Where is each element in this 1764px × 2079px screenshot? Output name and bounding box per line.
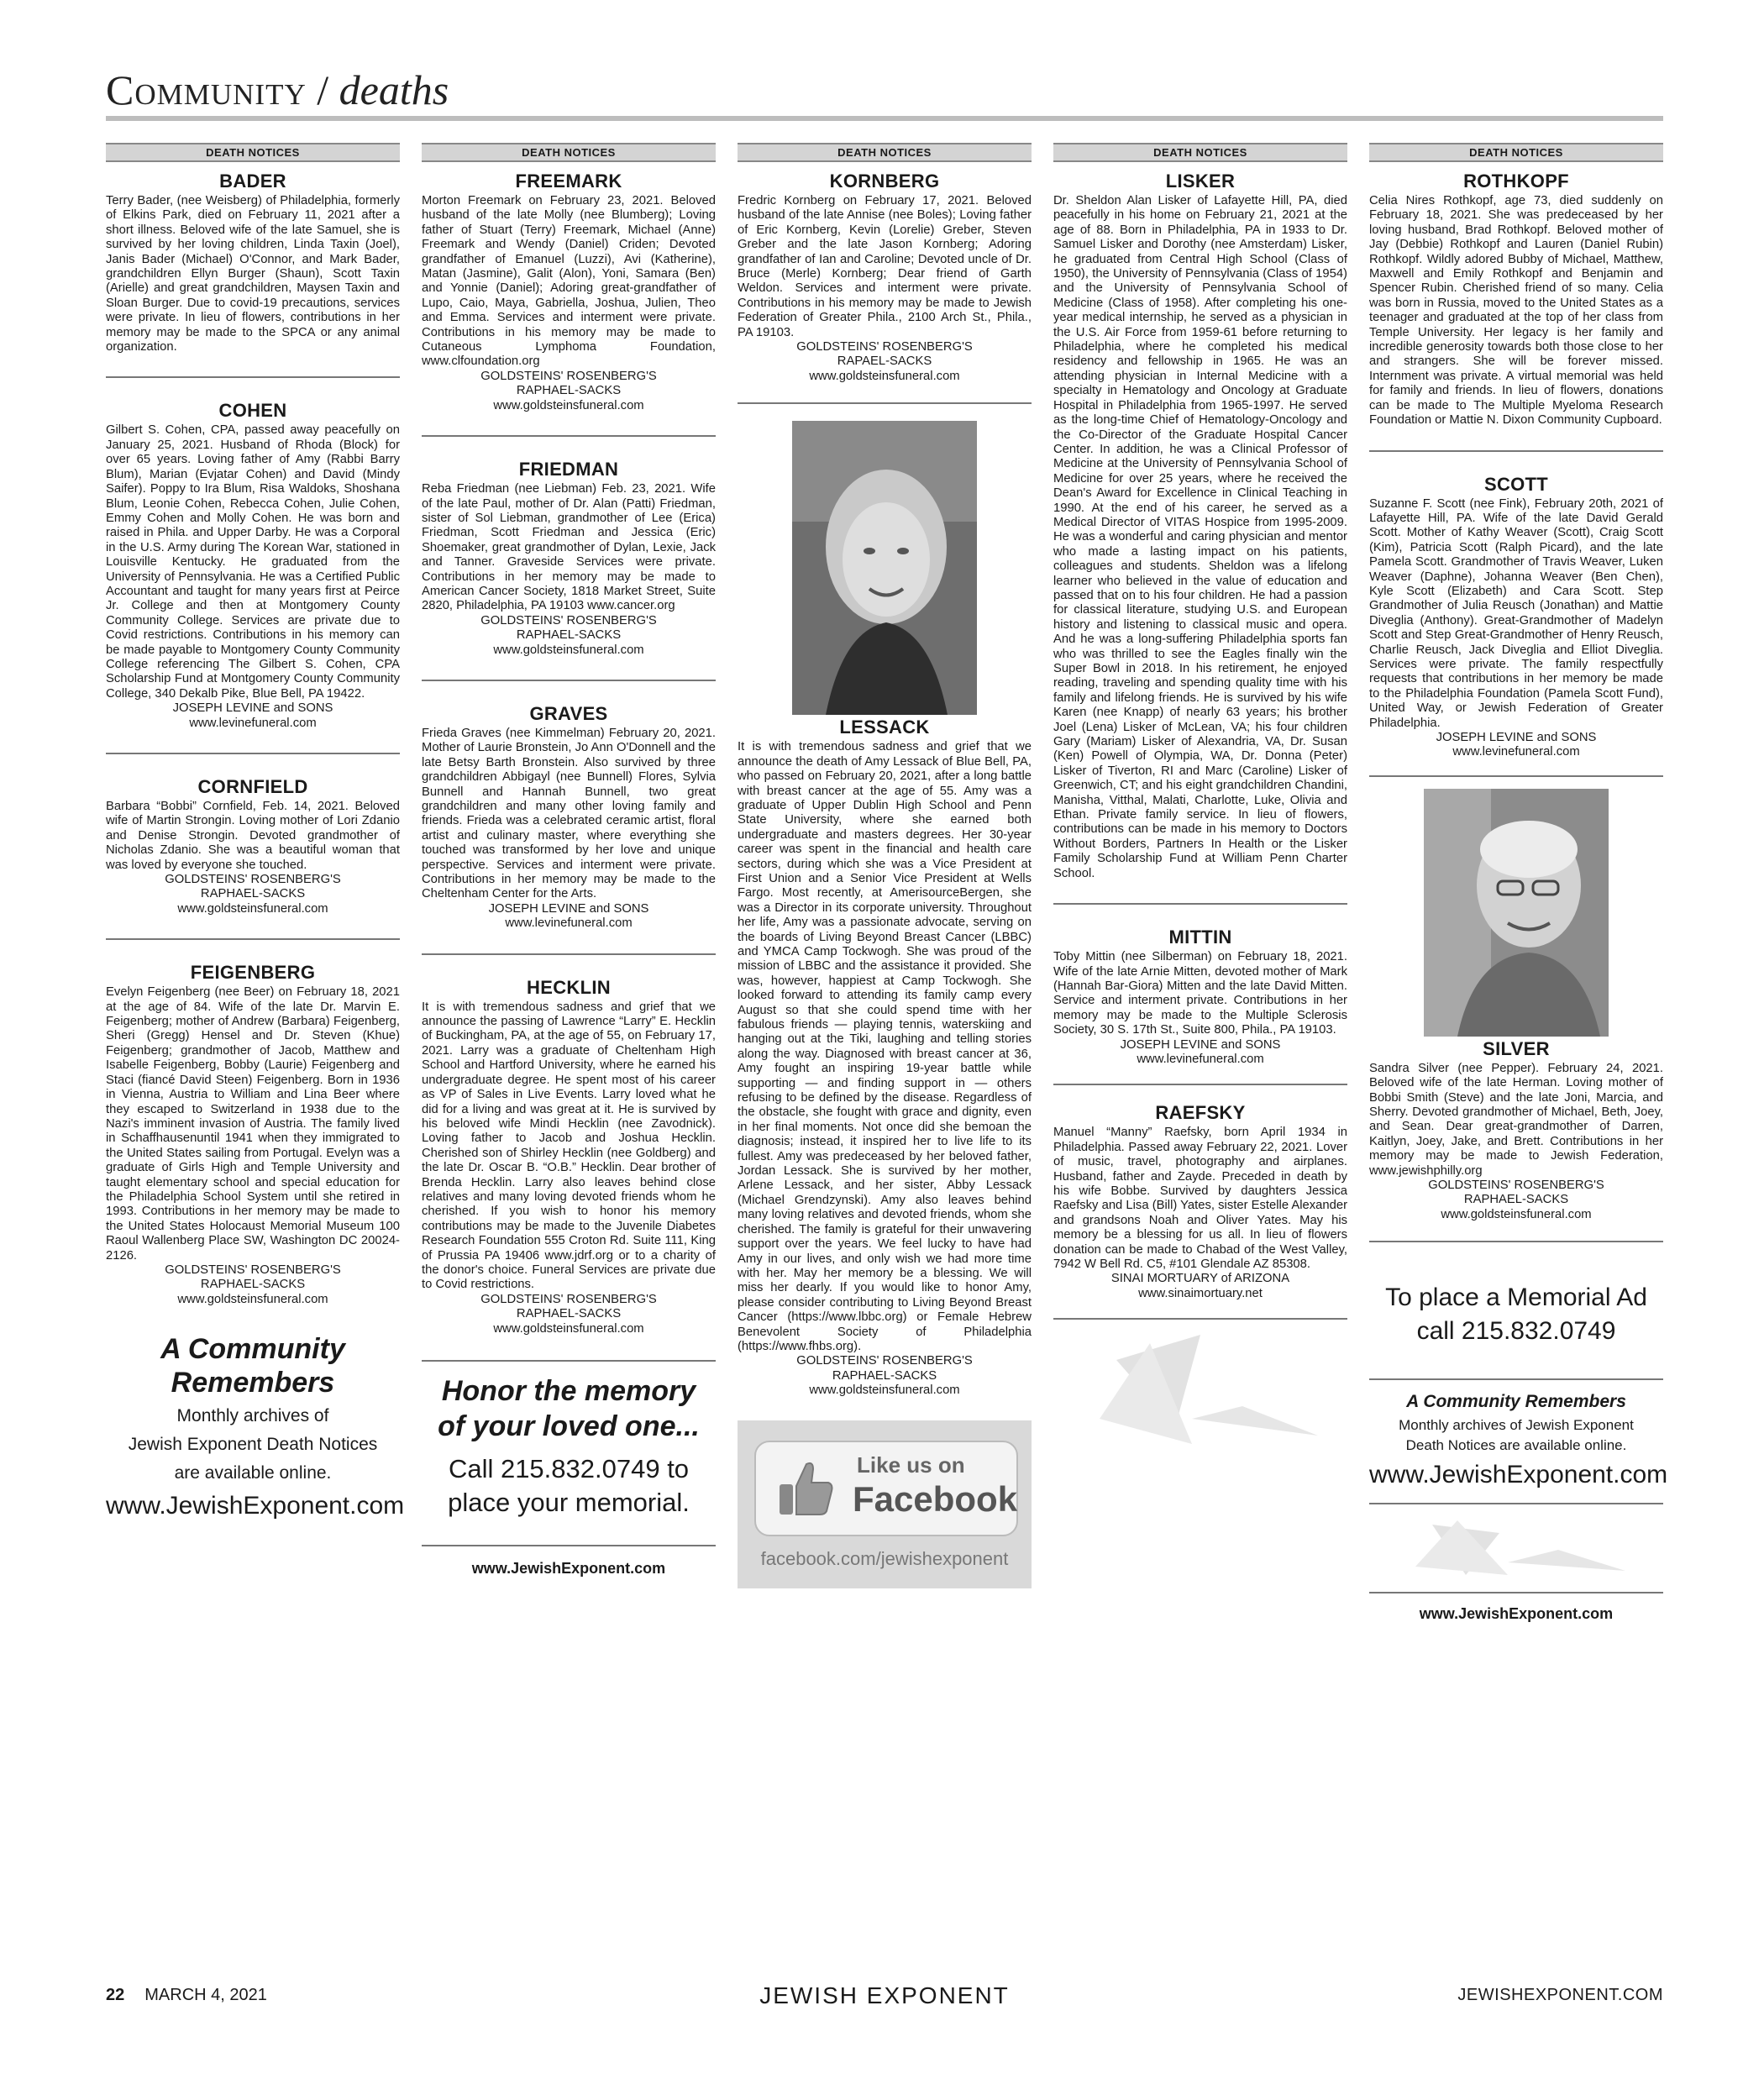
- funeral-home-url: www.goldsteinsfuneral.com: [493, 1321, 644, 1336]
- column-1: [106, 143, 405, 1520]
- divider: [106, 938, 400, 940]
- notice-bader: [106, 171, 400, 354]
- community-remembers-promo-2: [1369, 1392, 1668, 1489]
- divider: [422, 1545, 716, 1546]
- promo-text: Jewish Exponent Death Notices: [128, 1435, 378, 1455]
- notice-text: Sandra Silver (nee Pepper). February 24, 2021. Beloved wife of the late Herman. Loving mother of Bobbi Smith (Steve) and the late Joni, Marcia, and Sherry. Devoted grandmother of Michael, Beth, Joey, and Sean. Dear great-grandmother of Darren, Kaitlyn, Joey, Jake, and Brett. Contributions in her memory may be made to Jewish Federation, www.jewishphilly.org: [1369, 1061, 1663, 1178]
- notice-name: FRIEDMAN: [518, 459, 619, 480]
- notice-text: Fredric Kornberg on February 17, 2021. Beloved husband of the late Annise (nee Boles); Loving father of Eric Kornberg, Kevin (Lorelie) Greber, Steven Greber and the late Jason Kornberg; Adoring grandfather of Ian and Caroline; Devoted uncle of Dr. Bruce (Merle) Kornberg; Dear friend of Garth Weldon. Services and interment were private. Contributions in his memory may be made to Jewish Federation of Greater Phila., 2100 Arch St., Phila., PA 19103.: [738, 194, 1032, 339]
- funeral-home-url: www.levinefuneral.com: [189, 716, 317, 730]
- notice-cohen: [106, 400, 400, 731]
- place-ad-line: To place a Memorial Ad: [1385, 1284, 1647, 1312]
- honor-memory-promo: [422, 1373, 716, 1578]
- notice-text: Gilbert S. Cohen, CPA, passed away peacefully on January 25, 2021. Husband of Rhoda (Block) for over 65 years. Loving father of Amy (Rabbi Barry Blum), Marian (Evjatar Cohen) and David (Mindy Saifer). Poppy to Ira Blum, Risa Waldoks, Shoshana Blum, Leonie Cohen, Rebecca Cohen, Julie Cohen, Emmy Cohen and Molly Cohen. He was born and raised in Phila. and Upper Darby. He was a Corporal in the U.S. Army during The Korean War, stationed in Louisville Kentucky. He graduated from the University of Pennsylvania. He was a Certified Public Accountant and taught for many years first at Peirce Jr. College and then at Montgomery County Community College. Services are private due to Covid restrictions. Contributions in his memory can be made payable to Montgomery County Community College referencing The Gilbert S. Cohen, CPA Scholarship Fund at Montgomery County Community College, 340 Dekalb Pike, Blue Bell, PA 19422.: [106, 423, 400, 701]
- promo-text: are available online.: [174, 1463, 332, 1483]
- place-memorial-ad: [1369, 1281, 1663, 1348]
- death-notices-label: DEATH NOTICES: [1053, 143, 1347, 162]
- section-name: Community: [106, 66, 307, 113]
- funeral-home-2: RAPHAEL-SACKS: [1463, 1193, 1569, 1207]
- divider: [738, 402, 1032, 404]
- funeral-home-url: www.goldsteinsfuneral.com: [177, 901, 328, 916]
- notice-name: HECKLIN: [527, 976, 611, 998]
- divider: [106, 753, 400, 754]
- divider: [1369, 450, 1663, 452]
- column-3: [738, 143, 1032, 1588]
- facebook-promo[interactable]: [738, 1420, 1032, 1588]
- notice-text: It is with tremendous sadness and grief that we announce the death of Amy Lessack of Blue Bell, PA, who passed on February 20, 2021, after a long battle with breast cancer at the age of 55. Amy was a graduate of Upper Dublin High School and Penn State University, where she earned both undergraduate and masters degrees. Her 30-year career was spent in the financial and health care sectors, during which she was a Vice President at First Union and a Senior Vice President at Wells Fargo. Most recently, at AmerisourceBergen, she was a Director in its corporate university. Throughout her life, Amy was a passionate advocate, serving on the boards of Living Beyond Breast Cancer (LBBC) and YMCA Camp Tockwogh. She was proud of the mission of LBBC and the assistance it provided. She was, however, happiest at Camp Tockwogh. She looked forward to attending its family camp every August so that she could spend time with her fabulous friends — playing tennis, waterskiing and hanging out at the Tiki, laughing and telling stories along the way. Diagnosed with breast cancer at 36, Amy fought an inspiring 19-year battle while supporting — and finding support in — others refusing to be defined by the disease. Regardless of the obstacle, she fought with grace and dignity, even in her final moments. Not once did she bemoan the diagnosis; instead, it inspired her to live life to its fullest. Amy was predeceased by her beloved father, Jordan Lessack. She is survived by her mother, Arlene Lessack, and her sister, Abby Lessack (Michael Grendzynski). Amy also leaves behind many loving relatives and devoted friends, whom she cherished. The family is grateful for their unwavering support over the years. We feel lucky to have had Amy in our lives, and only wish we had more time with her. May her memory be a blessing. We will miss her dearly. If you would like to honor Amy, please consider contributing to Living Beyond Breast Cancer (https://www.lbbc.org) or Female Hebrew Benevolent Society of Philadelphia (https://www.fhbs.org).: [738, 740, 1032, 1353]
- notice-scott: [1369, 474, 1663, 760]
- notice-friedman: [422, 459, 716, 658]
- issue-date: MARCH 4, 2021: [144, 1986, 267, 2004]
- notice-name: SCOTT: [1483, 473, 1549, 495]
- funeral-home-2: RAPHAEL-SACKS: [516, 384, 622, 398]
- funeral-home-url: www.levinefuneral.com: [505, 916, 633, 931]
- notice-text: It is with tremendous sadness and grief that we announce the passing of Lawrence “Larry” E. Hecklin of Buckingham, PA, at the age of 55, on February 17, 2021. Larry was a graduate of Cheltenham High School and Hartford University, where he earned his undergraduate degree. He spent most of his career as VP of Sales in Live Events. Larry loved what he did for a living and was great at it. He is survived by his beloved wife Mindi Hecklin (nee Zavodnick). Loving father to Jacob and Joshua Hecklin. Cherished son of Shirley Hecklin (nee Goldberg) and the late Dr. Oscar B. “O.B.” Hecklin. Dear brother of Brenda Hecklin. Larry also leaves behind close relatives and many loving devoted friends whom he cherished. If you wish to honor his memory contributions may be made to the Juvenile Diabetes Research Foundation 555 Croton Rd. Suite 111, King of Prussia PA 19406 www.jdrf.org or to a charity of the donor's choice. Funeral Services are private due to Covid restrictions.: [422, 1000, 716, 1292]
- notice-name: GRAVES: [529, 702, 608, 724]
- death-notices-label: DEATH NOTICES: [422, 143, 716, 162]
- funeral-home: GOLDSTEINS' ROSENBERG'S: [1428, 1179, 1604, 1193]
- notice-text: Dr. Sheldon Alan Lisker of Lafayette Hill, PA, died peacefully in his home on February 21, 2021 at the age of 88. Born in Philadelphia, PA in 1933 to Dr. Samuel Lisker and Dorothy (nee Amsterdam) Lisker, he graduated from Central High School (Class of 1950), the University of Pennsylvania (Class of 1954) and the University of Pennsylvania School of Medicine (Class of 1958). After completing his one-year medical internship, he served as a physician in the U.S. Air Force from 1959-61 before returning to Philadelphia, where he completed his medical residency and fellowship in 1965. He was an attending physician in Internal Medicine with a specialty in Hematology and Oncology at Graduate Hospital in Philadelphia from 1965-1997. He served as the long-time Chief of Hematology-Oncology and the Co-Director of the Graduate Hospital Cancer Center. In addition, he was a Clinical Professor of Medicine at the University of Pennsylvania School of Medicine for over 25 years, where he received the Dean's Award for Excellence in Clinical Teaching in 1990. At the end of his career, he served as a Medical Director of VITAS Hospice from 1995-2009. He was a wonderful and caring physician and mentor who made a lasting impact on his patients, colleagues and students. Sheldon was a lifelong learner who believed in the value of education and passed that on to his four children. He had a passion for classical literature, studying U.S. and European history and listening to classical music and opera. And he was a long-suffering Philadelphia sports fan who was thrilled to see the Eagles finally win the Super Bowl in 2018. In his retirement, he enjoyed reading, traveling and spending quality time with his family and lifelong friends. He is survived by his wife Karen (nee Knapp) of nearly 63 years; his brother Joel (Lena) Lisker of McLean, VA; his four children Gary (Mariam) Lisker of Alexandria, VA, Dr. Susan (Ken) Powell of Olympia, WA, Dr. Donna (Peter) Lisker of Tiverton, RI and Marc (Caroline) Lisker of Greenwich, CT; and his eight grandchildren Chandini, Manisha, Vitthal, Malati, Charlotte, Luke, Olivia and Ethan. Private family service. In lieu of flowers, contributions can be made in his memory to Doctors Without Borders, Partners In Health or the Lisker Family Scholarship Fund at William Penn Charter School.: [1053, 194, 1347, 880]
- notice-text: Frieda Graves (nee Kimmelman) February 20, 2021. Mother of Laurie Bronstein, Jo Ann O'Donnell and the late Betsy Barth Bronstein. Also survived by three grandchildren Abbigayl (nee Bunnell) Flores, Sylvia Bunnell and Hannah Bunnell, two great grandchildren and many other loving family and friends. Frieda was a celebrated ceramic artist, floral artist and culinary master, where everything she touched was transformed by her love and unique perspective. Services and interment were private. Contributions in her memory may be made to the Cheltenham Center for the Arts.: [422, 726, 716, 901]
- notice-rothkopf: [1369, 171, 1663, 428]
- funeral-home: GOLDSTEINS' ROSENBERG'S: [796, 1354, 973, 1368]
- column-5: [1369, 143, 1668, 1623]
- star-of-david-icon: [1390, 1516, 1642, 1583]
- notice-name: FEIGENBERG: [190, 962, 316, 984]
- notice-name: ROTHKOPF: [1463, 171, 1569, 192]
- promo-url[interactable]: www.JewishExponent.com: [471, 1560, 666, 1577]
- funeral-home-url: www.levinefuneral.com: [1137, 1052, 1264, 1066]
- divider: [422, 680, 716, 681]
- page-title: [106, 66, 449, 114]
- notice-feigenberg: [106, 962, 400, 1307]
- divider: [106, 376, 400, 378]
- notice-name: FREEMARK: [515, 171, 622, 192]
- funeral-home: GOLDSTEINS' ROSENBERG'S: [165, 873, 341, 887]
- notice-name: COHEN: [218, 400, 287, 422]
- subsection-name: deaths: [339, 66, 449, 113]
- notice-text: Evelyn Feigenberg (nee Beer) on February 18, 2021 at the age of 84. Wife of the late Dr. Marvin E. Feigenberg; mother of Andrew (Barbara) Feigenberg, Sheri (Gregg) Hensel and Dr. Steven (Khue) Feigenberg; grandmother of Jacob, Matthew and Isabelle Feigenberg, Bobby (Laurie) Feigenberg and Staci (fiancé David Steen) Feigenberg. Born in 1936 in Vienna, Austria to William and Lina Beer where they escaped to Switzerland in 1938 due to the Nazi's imminent invasion of Austria. The family lived in Schaffhausenuntil 1941 when they immigrated to the United States sailing from Portugal. Evelyn was a graduate of Girls High and Temple University and taught elementary school and special education for the Philadelphia School System until she retired in 1993. Contributions in her memory may be made to the United States Holocaust Memorial Museum 100 Raoul Wallenberg Place SW, Washington DC 20024-2126.: [106, 985, 400, 1263]
- column-2: [422, 143, 716, 1578]
- title-separator: /: [306, 66, 339, 113]
- divider: [1369, 1378, 1663, 1380]
- divider: [422, 1360, 716, 1362]
- promo-url[interactable]: www.JewishExponent.com: [1369, 1461, 1668, 1489]
- notice-text: Celia Nires Rothkopf, age 73, died suddenly on February 18, 2021. She was predeceased by her loving husband, Brad Rothkopf. Beloved mother of Jay (Debbie) Rothkopf and Lauren (Daniel Rubin) Rothkopf. Wildly adored Bubby of Michael, Matthew, Maxwell and Emily Rothkopf and Benjamin and Spencer Rubin. Cherished friend of so many. Celia was born in Russia, moved to the United States as a teenager and graduated at the top of her class from Temple University. Her legacy is her family and incredible generosity towards both those close to her and strangers. She will be forever missed. Internment was private. A virtual memorial was held for family and friends. In lieu of flowers, donations can be made to The Multiple Myeloma Research Foundation or Mattie N. Dixon Community Cupboard.: [1369, 194, 1663, 428]
- place-ad-phone[interactable]: call 215.832.0749: [1416, 1317, 1616, 1346]
- footer-website[interactable]: JEWISHEXPONENT.COM: [1457, 1986, 1663, 2004]
- notice-name: MITTIN: [1168, 927, 1232, 948]
- portrait-photo-lessack: [792, 421, 977, 715]
- notice-silver: [1369, 1038, 1663, 1222]
- funeral-home-url: www.levinefuneral.com: [1452, 745, 1580, 759]
- divider: [1369, 1503, 1663, 1504]
- funeral-home-2: RAPHAEL-SACKS: [516, 1307, 622, 1321]
- divider: [1053, 903, 1347, 905]
- page-footer: [106, 1982, 1663, 2019]
- column-4: [1053, 143, 1347, 1452]
- death-notices-label: DEATH NOTICES: [1369, 143, 1663, 162]
- notice-name: LISKER: [1165, 171, 1236, 192]
- funeral-home-url: www.goldsteinsfuneral.com: [177, 1292, 328, 1306]
- divider: [1369, 1241, 1663, 1242]
- page-number: 22: [106, 1986, 125, 2004]
- death-notices-label: DEATH NOTICES: [106, 143, 400, 162]
- notice-name: RAEFSKY: [1155, 1102, 1246, 1124]
- notice-name: SILVER: [1483, 1037, 1550, 1059]
- notice-lisker: [1053, 171, 1347, 881]
- facebook-like-label: Like us on: [857, 1452, 965, 1478]
- funeral-home: JOSEPH LEVINE and SONS: [488, 901, 649, 916]
- promo-text: place your memorial.: [448, 1488, 690, 1517]
- funeral-home-url: www.goldsteinsfuneral.com: [493, 643, 644, 657]
- notice-raefsky: [1053, 1102, 1347, 1301]
- funeral-home: JOSEPH LEVINE and SONS: [1436, 731, 1597, 744]
- funeral-home: GOLDSTEINS' ROSENBERG'S: [796, 340, 973, 354]
- promo-headline: A Community Remembers: [160, 1333, 345, 1399]
- funeral-home: JOSEPH LEVINE and SONS: [172, 701, 333, 716]
- divider: [1053, 1318, 1347, 1320]
- funeral-home-2: RAPHAEL-SACKS: [516, 628, 622, 643]
- notice-text: Toby Mittin (nee Silberman) on February 18, 2021. Wife of the late Arnie Mitten, devoted mother of Mark (Hannah Bar-Giora) Mitten and the late David Mitten. Service and interment private. Contributions in her memory may be made to the Multiple Sclerosis Society, 30 S. 17th St., Suite 800, Phila., PA 19103.: [1053, 950, 1347, 1037]
- funeral-home-url: www.sinaimortuary.net: [1138, 1286, 1263, 1300]
- notice-graves: [422, 703, 716, 932]
- divider: [1053, 1084, 1347, 1085]
- funeral-home: GOLDSTEINS' ROSENBERG'S: [165, 1263, 341, 1277]
- bottom-url[interactable]: www.JewishExponent.com: [1419, 1605, 1614, 1623]
- death-notices-label: DEATH NOTICES: [738, 143, 1032, 162]
- notice-text: Reba Friedman (nee Liebman) Feb. 23, 2021. Wife of the late Paul, mother of Dr. Alan (Patti) Friedman, sister of Sol Liebman, grandmother of Lee (Erica) Friedman, Scott Friedman and Jessica (Eric) Shoemaker, great grandmother of Dylan, Lexie, Jack and Tanner. Graveside Services were private. Contributions in her memory may be made to American Cancer Society, 1818 Market Street, Suite 2820, Philadelphia, PA 19103 www.cancer.org: [422, 482, 716, 613]
- notice-kornberg: [738, 171, 1032, 384]
- funeral-home-2: RAPHAEL-SACKS: [200, 887, 306, 901]
- promo-headline: of your loved one...: [438, 1410, 700, 1442]
- notice-name: BADER: [219, 171, 286, 192]
- promo-url[interactable]: www.JewishExponent.com: [106, 1492, 405, 1520]
- publication-name: JEWISH EXPONENT: [759, 1982, 1010, 2008]
- thumbs-up-icon: [776, 1457, 835, 1518]
- notice-text: Barbara “Bobbi” Cornfield, Feb. 14, 2021. Beloved wife of Martin Strongin. Loving mother of Lori Zdanio and Denise Strongin. Devoted grandmother of Nicholas Zdanio. She was a beautiful woman that was loved by everyone she touched.: [106, 800, 400, 872]
- funeral-home: GOLDSTEINS' ROSENBERG'S: [480, 613, 657, 627]
- divider: [422, 435, 716, 437]
- promo-headline: A Community Remembers: [1406, 1392, 1626, 1412]
- funeral-home: GOLDSTEINS' ROSENBERG'S: [480, 1292, 657, 1306]
- funeral-home-url: www.goldsteinsfuneral.com: [809, 369, 960, 383]
- notice-mittin: [1053, 927, 1347, 1067]
- funeral-home: SINAI MORTUARY of ARIZONA: [1110, 1272, 1290, 1286]
- promo-text: Death Notices are available online.: [1405, 1437, 1627, 1454]
- notice-text: Terry Bader, (nee Weisberg) of Philadelphia, formerly of Elkins Park, died on February 11, 2021 after a short illness. Beloved wife of the late Samuel, she is survived by her loving children, Linda Taxin (Joel), Janis Bader (Michael) O'Connor, and Mark Bader, grandchildren Ellyn Burger (Shaun), Scott Taxin (Arielle) and great grandchildren, Maysen Taxin and Sloan Burger. Due to covid-19 precautions, services were private. In lieu of flowers, contributions in her memory may be made to the SPCA or any animal organization.: [106, 194, 400, 354]
- funeral-home-url: www.goldsteinsfuneral.com: [809, 1383, 960, 1398]
- promo-headline: Honor the memory: [441, 1375, 696, 1407]
- promo-text: Monthly archives of Jewish Exponent: [1399, 1417, 1634, 1434]
- notice-freemark: [422, 171, 716, 413]
- divider: [1369, 775, 1663, 777]
- notice-name: CORNFIELD: [197, 776, 308, 797]
- facebook-badge[interactable]: [754, 1441, 1018, 1536]
- community-remembers-promo: [106, 1332, 405, 1520]
- funeral-home: GOLDSTEINS' ROSENBERG'S: [480, 369, 657, 383]
- funeral-home-2: RAPHAEL-SACKS: [200, 1278, 306, 1292]
- header-rule: [106, 116, 1663, 121]
- funeral-home-url: www.goldsteinsfuneral.com: [493, 398, 644, 412]
- divider: [422, 953, 716, 955]
- promo-text: Monthly archives of: [176, 1406, 329, 1426]
- notice-cornfield: [106, 776, 400, 916]
- notice-hecklin: [422, 977, 716, 1336]
- notice-name: LESSACK: [839, 717, 930, 738]
- portrait-photo-silver: [1424, 789, 1609, 1037]
- funeral-home: JOSEPH LEVINE and SONS: [1120, 1037, 1281, 1052]
- divider: [1369, 1592, 1663, 1593]
- notice-lessack: [738, 717, 1032, 1398]
- funeral-home-url: www.goldsteinsfuneral.com: [1441, 1207, 1592, 1221]
- star-of-david-icon: [1066, 1326, 1335, 1452]
- promo-text: Call 215.832.0749 to: [448, 1454, 690, 1483]
- funeral-home-2: RAPAEL-SACKS: [837, 354, 932, 369]
- funeral-home-2: RAPHAEL-SACKS: [832, 1368, 937, 1383]
- facebook-url[interactable]: facebook.com/jewishexponent: [760, 1547, 1009, 1569]
- notice-text: Suzanne F. Scott (nee Fink), February 20th, 2021 of Lafayette Hill, PA. Wife of the late David Gerald Scott. Mother of Kathy Weaver (Scott), Craig Scott (Kim), Patricia Scott (Ralph Picard), and the late Pamela Scott. Grandmother of Travis Weaver, Luken Weaver (Daphne), Johanna Weaver (Ben Chen), Kyle Scott (Elizabeth) and Cara Scott. Step Grandmother of Julia Reusch (Jonathan) and Mattie Diveglia (Anthony). Great-Grandmother of Madelyn Scott and Step Great-Grandmother of Henry Reusch, Charlie Reusch, Jack Diveglia and Elliot Diveglia. Services were private. The family respectfully requests that contributions in her memory be made to the Philadelphia Foundation (Pamela Scott Fund), United Way, or Jewish Federation of Greater Philadelphia.: [1369, 496, 1663, 730]
- notice-text: Morton Freemark on February 23, 2021. Beloved husband of the late Molly (nee Blumberg); Loving father of Stuart (Terry) Freemark, Michael (Anne) Freemark and Wendy (Daniel) Criden; Devoted grandfather of Emanuel (Luzzi), Avi (Katherine), Matan (Jasmine), Galit (Alon), Yoni, Samara (Ben) and Yonnie (Daniel); Adoring great-grandfather of Lupo, Caio, Maya, Gabriella, Joshua, Julien, Theo and Emma. Services and interment were private. Contributions in his memory may be made to Cutaneous Lymphoma Foundation, www.clfoundation.org: [422, 194, 716, 369]
- notice-text: Manuel “Manny” Raefsky, born April 1934 in Philadelphia. Passed away February 22, 2021. Lover of music, travel, photography and airplanes. Husband, father and Zayde. Preceded in death by his wife Bobbe. Survived by daughters Jessica Raefsky and Lisa (Bill) Yates, sister Estelle Alexander and grandsons Noah and Oliver Yates. May his memory be a blessing for us all. In lieu of flowers donation can be made to Chabad of the West Valley, 7942 W Bell Rd. C5, #101 Glendale AZ 85308.: [1053, 1126, 1347, 1271]
- notice-name: KORNBERG: [829, 171, 940, 192]
- facebook-name: Facebook: [853, 1478, 1018, 1519]
